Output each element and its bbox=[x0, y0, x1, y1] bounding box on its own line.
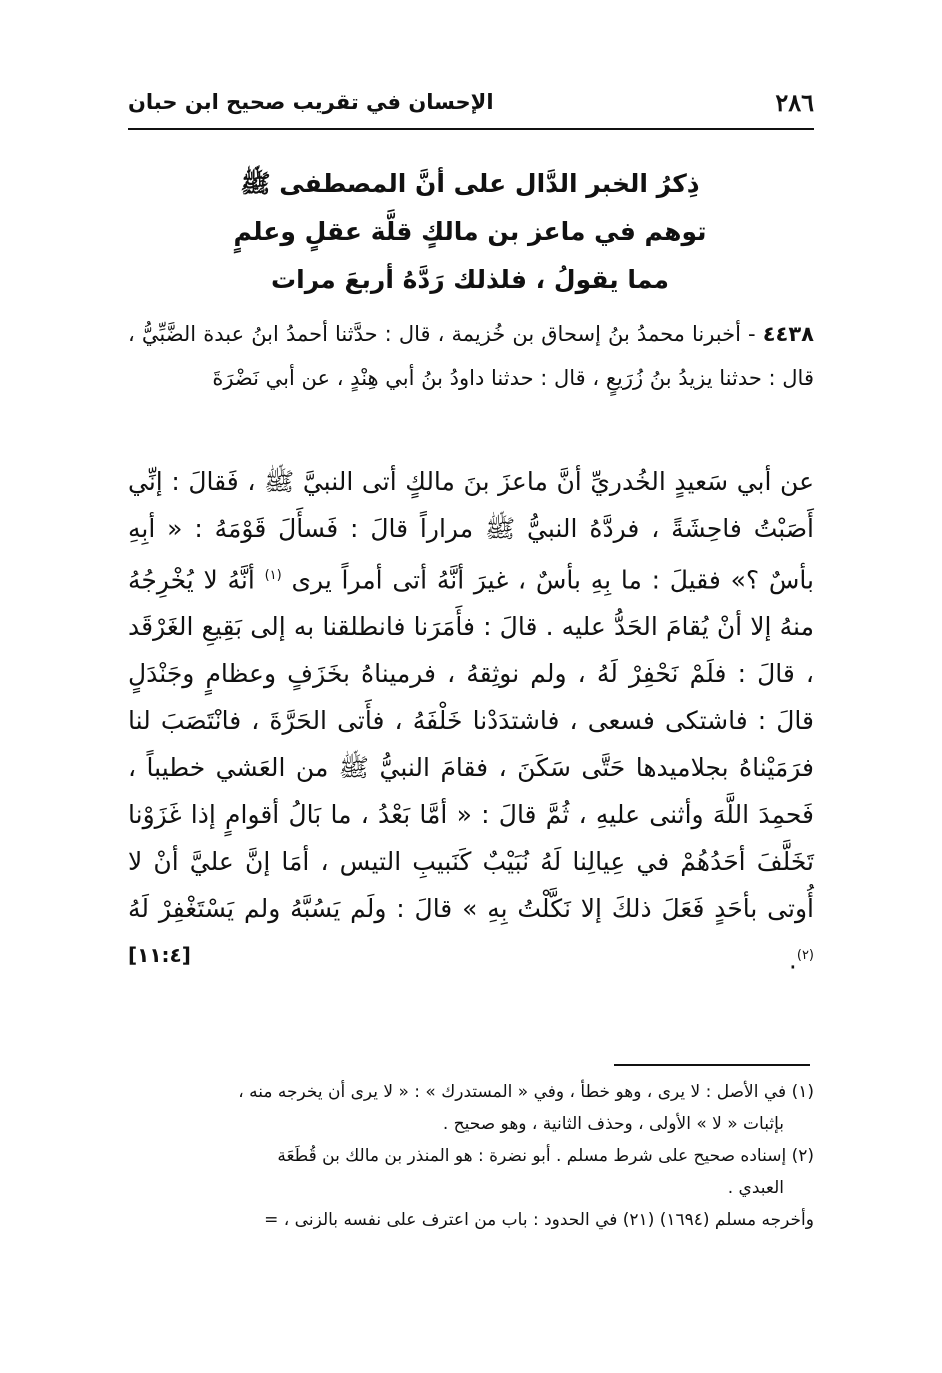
chapter-heading-line: توهم في ماعز بن مالكٍ قلَّة عقلٍ وعلمٍ bbox=[233, 217, 707, 246]
footnote-line: (١) في الأصل : لا يرى ، وهو خطأ ، وفي « المستدرك » : « لا يرى أن يخرجه منه ، bbox=[238, 1082, 814, 1102]
running-title: الإحسان في تقريب صحيح ابن حبان bbox=[128, 90, 494, 114]
footnote-line: وأخرجه مسلم (١٦٩٤) (٢١) في الحدود : باب من اعترف على نفسه بالزنى ، = bbox=[264, 1210, 814, 1230]
chapter-heading bbox=[160, 160, 780, 304]
chapter-heading-line: ذِكرُ الخبر الدَّال على أنَّ المصطفى ﷺ bbox=[240, 169, 700, 198]
footnote-marker: (٢) bbox=[796, 948, 814, 964]
hadith-text bbox=[128, 458, 814, 984]
hadith-text-part: عن أبي سَعيدٍ الخُدريِّ أنَّ ماعزَ بنَ مالكٍ أتى النبيَّ ﷺ ، فَقالَ : إنِّي أَصَبْتُ فاحِشَةً ، فردَّهُ النبيُّ ﷺ مراراً قالَ : فَسأَلَ قَوْمَهُ : « أبِهِ بأسٌ ؟» فقيلَ : ما بِهِ بأسٌ ، غيرَ أنَّهُ أتى أمراً يرى bbox=[128, 467, 814, 595]
isnad-text: - أخبرنا محمدُ بنُ إسحاق بن خُزيمة ، قال : حدَّثنا أحمدُ ابنُ عبدة الضَّبِّيُّ ، قال : حدثنا يزيدُ بنُ زُرَيعٍ ، قال : حدثنا داودُ بنُ أبي هِنْدٍ ، عن أبي نَضْرَةَ bbox=[128, 322, 814, 390]
page-header bbox=[128, 88, 814, 130]
footnote-marker: (١) bbox=[264, 568, 282, 583]
hadith-isnad bbox=[128, 312, 814, 400]
footnote-line: بإثبات « لا » الأولى ، وحذف الثانية ، وهو صحيح . bbox=[442, 1114, 784, 1134]
volume-reference: [١١:٤] bbox=[128, 943, 191, 968]
footnote-divider bbox=[614, 1064, 810, 1066]
hadith-number: ٤٤٣٨ bbox=[762, 322, 814, 346]
footnote-line: العبدي . bbox=[727, 1178, 784, 1198]
footnotes bbox=[132, 1076, 814, 1236]
footnote-line: (٢) إسناده صحيح على شرط مسلم . أبو نضرة : هو المنذر بن مالك بن قُطَعَة bbox=[277, 1146, 814, 1166]
chapter-heading-line: مما يقولُ ، فلذلك رَدَّهُ أربعَ مرات bbox=[271, 265, 669, 294]
page-number: ٢٨٦ bbox=[775, 88, 814, 117]
hadith-text-end: . bbox=[788, 945, 797, 975]
hadith-text-part: أنَّهُ لا يُخْرِجُهُ منهُ إلا أنْ يُقامَ الحَدُّ عليه . قالَ : فأَمَرَنا فانطلقنا به إلى بَقِيعِ الغَرْقَد ، قالَ : فلَمْ نَحْفِرْ لَهُ ، ولم نوثِقهُ ، فرميناهُ بخَزَفٍ وعظامٍ وجَنْدَلٍ قالَ : فاشتكى فسعى ، فاشتدَدْنا خَلْفَهُ ، فأَتى الحَرَّةَ ، فانْتَصَبَ لنا فرَمَيْناهُ بجلاميدها حَتَّى سَكَنَ ، فقامَ النبيُّ ﷺ من العَشي خطيباً ، فَحمِدَ اللَّهَ وأثنى عليهِ ، ثُمَّ قالَ : « أمَّا بَعْدُ ، ما بَالُ أقوامٍ إذا غَزَوْنا تَخَلَّفَ أحَدُهُمْ في عِيالِنا لَهُ نُبَيْبٌ كَنَبيبِ التيس ، أمَا إنَّ عليَّ أنْ لا أُوتى بأحَدٍ فَعَلَ ذلكَ إلا نَكَّلْتُ بِهِ » قالَ : ولَم يَسُبَّهُ ولم يَسْتَغْفِرْ لَهُ bbox=[128, 565, 814, 924]
